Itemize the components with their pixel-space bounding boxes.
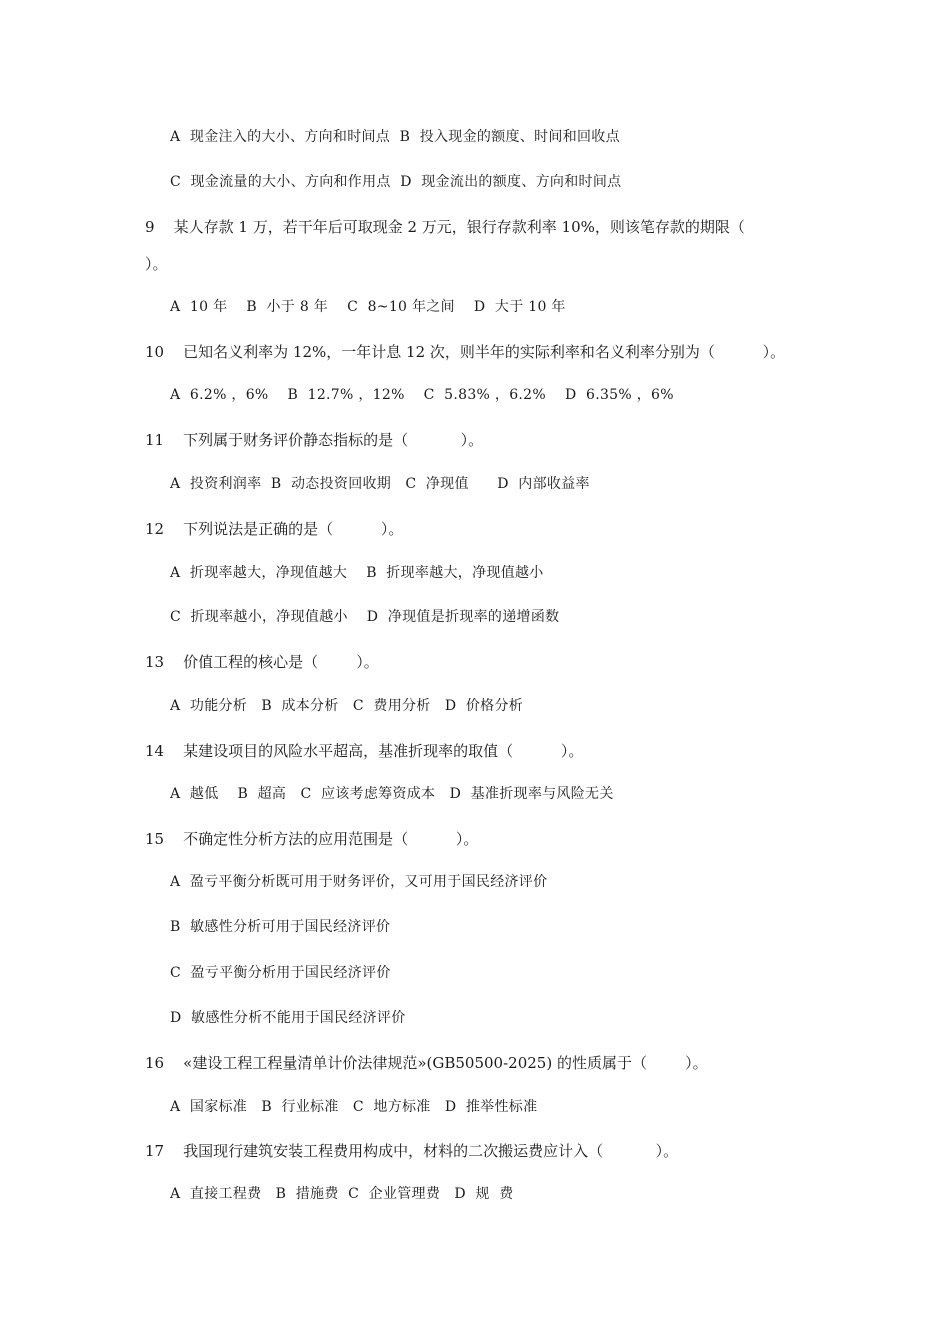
- option-line: A 投资利润率 B 动态投资回收期 C 净现值 D 内部收益率: [170, 476, 590, 492]
- question-line: 11 下列属于财务评价静态指标的是（ ）。: [145, 431, 484, 449]
- option-line: A 直接工程费 B 措施费 C 企业管理费 D 规 费: [170, 1186, 514, 1202]
- option-line: A 国家标准 B 行业标准 C 地方标准 D 推举性标准: [170, 1099, 538, 1115]
- question-line: 10 已知名义利率为 12%，一年计息 12 次，则半年的实际利率和名义利率分别为（ ）。: [145, 343, 786, 361]
- option-line: A 越低 B 超高 C 应该考虑筹资成本 D 基准折现率与风险无关: [170, 786, 614, 802]
- question-line: 12 下列说法是正确的是（ ）。: [145, 520, 404, 538]
- option-line: A 折现率越大，净现值越大 B 折现率越大，净现值越小: [170, 565, 544, 581]
- option-line: A 功能分析 B 成本分析 C 费用分析 D 价格分析: [170, 698, 524, 714]
- option-line: C 盈亏平衡分析用于国民经济评价: [170, 965, 391, 981]
- question-line: 15 不确定性分析方法的应用范围是（ ）。: [145, 830, 479, 848]
- option-line: A 6.2% ，6% B 12.7% ，12% C 5.83% ，6.2% D 6.35% ，6%: [170, 387, 674, 403]
- question-line: 14 某建设项目的风险水平超高，基准折现率的取值（ ）。: [145, 742, 584, 760]
- option-line: A 现金注入的大小、方向和时间点 B 投入现金的额度、时间和回收点: [170, 129, 620, 145]
- question-line: ）。: [145, 255, 168, 273]
- question-line: 16 «建设工程工程量清单计价法律规范»(GB50500-2025) 的性质属于（ ）。: [145, 1054, 708, 1072]
- option-line: D 敏感性分析不能用于国民经济评价: [170, 1010, 406, 1026]
- question-line: 17 我国现行建筑安装工程费用构成中，材料的二次搬运费应计入（ ）。: [145, 1142, 679, 1160]
- option-line: C 折现率越小，净现值越小 D 净现值是折现率的递增函数: [170, 609, 560, 625]
- option-line: A 盈亏平衡分析既可用于财务评价，又可用于国民经济评价: [170, 874, 548, 890]
- option-line: C 现金流量的大小、方向和作用点 D 现金流出的额度、方向和时间点: [170, 174, 622, 190]
- question-line: 13 价值工程的核心是（ ）。: [145, 653, 379, 671]
- option-line: A 10 年 B 小于 8 年 C 8~10 年之间 D 大于 10 年: [170, 299, 566, 315]
- question-line: 9 某人存款 1 万，若干年后可取现金 2 万元，银行存款利率 10%，则该笔存款的期限（: [145, 218, 745, 236]
- option-line: B 敏感性分析可用于国民经济评价: [170, 919, 391, 935]
